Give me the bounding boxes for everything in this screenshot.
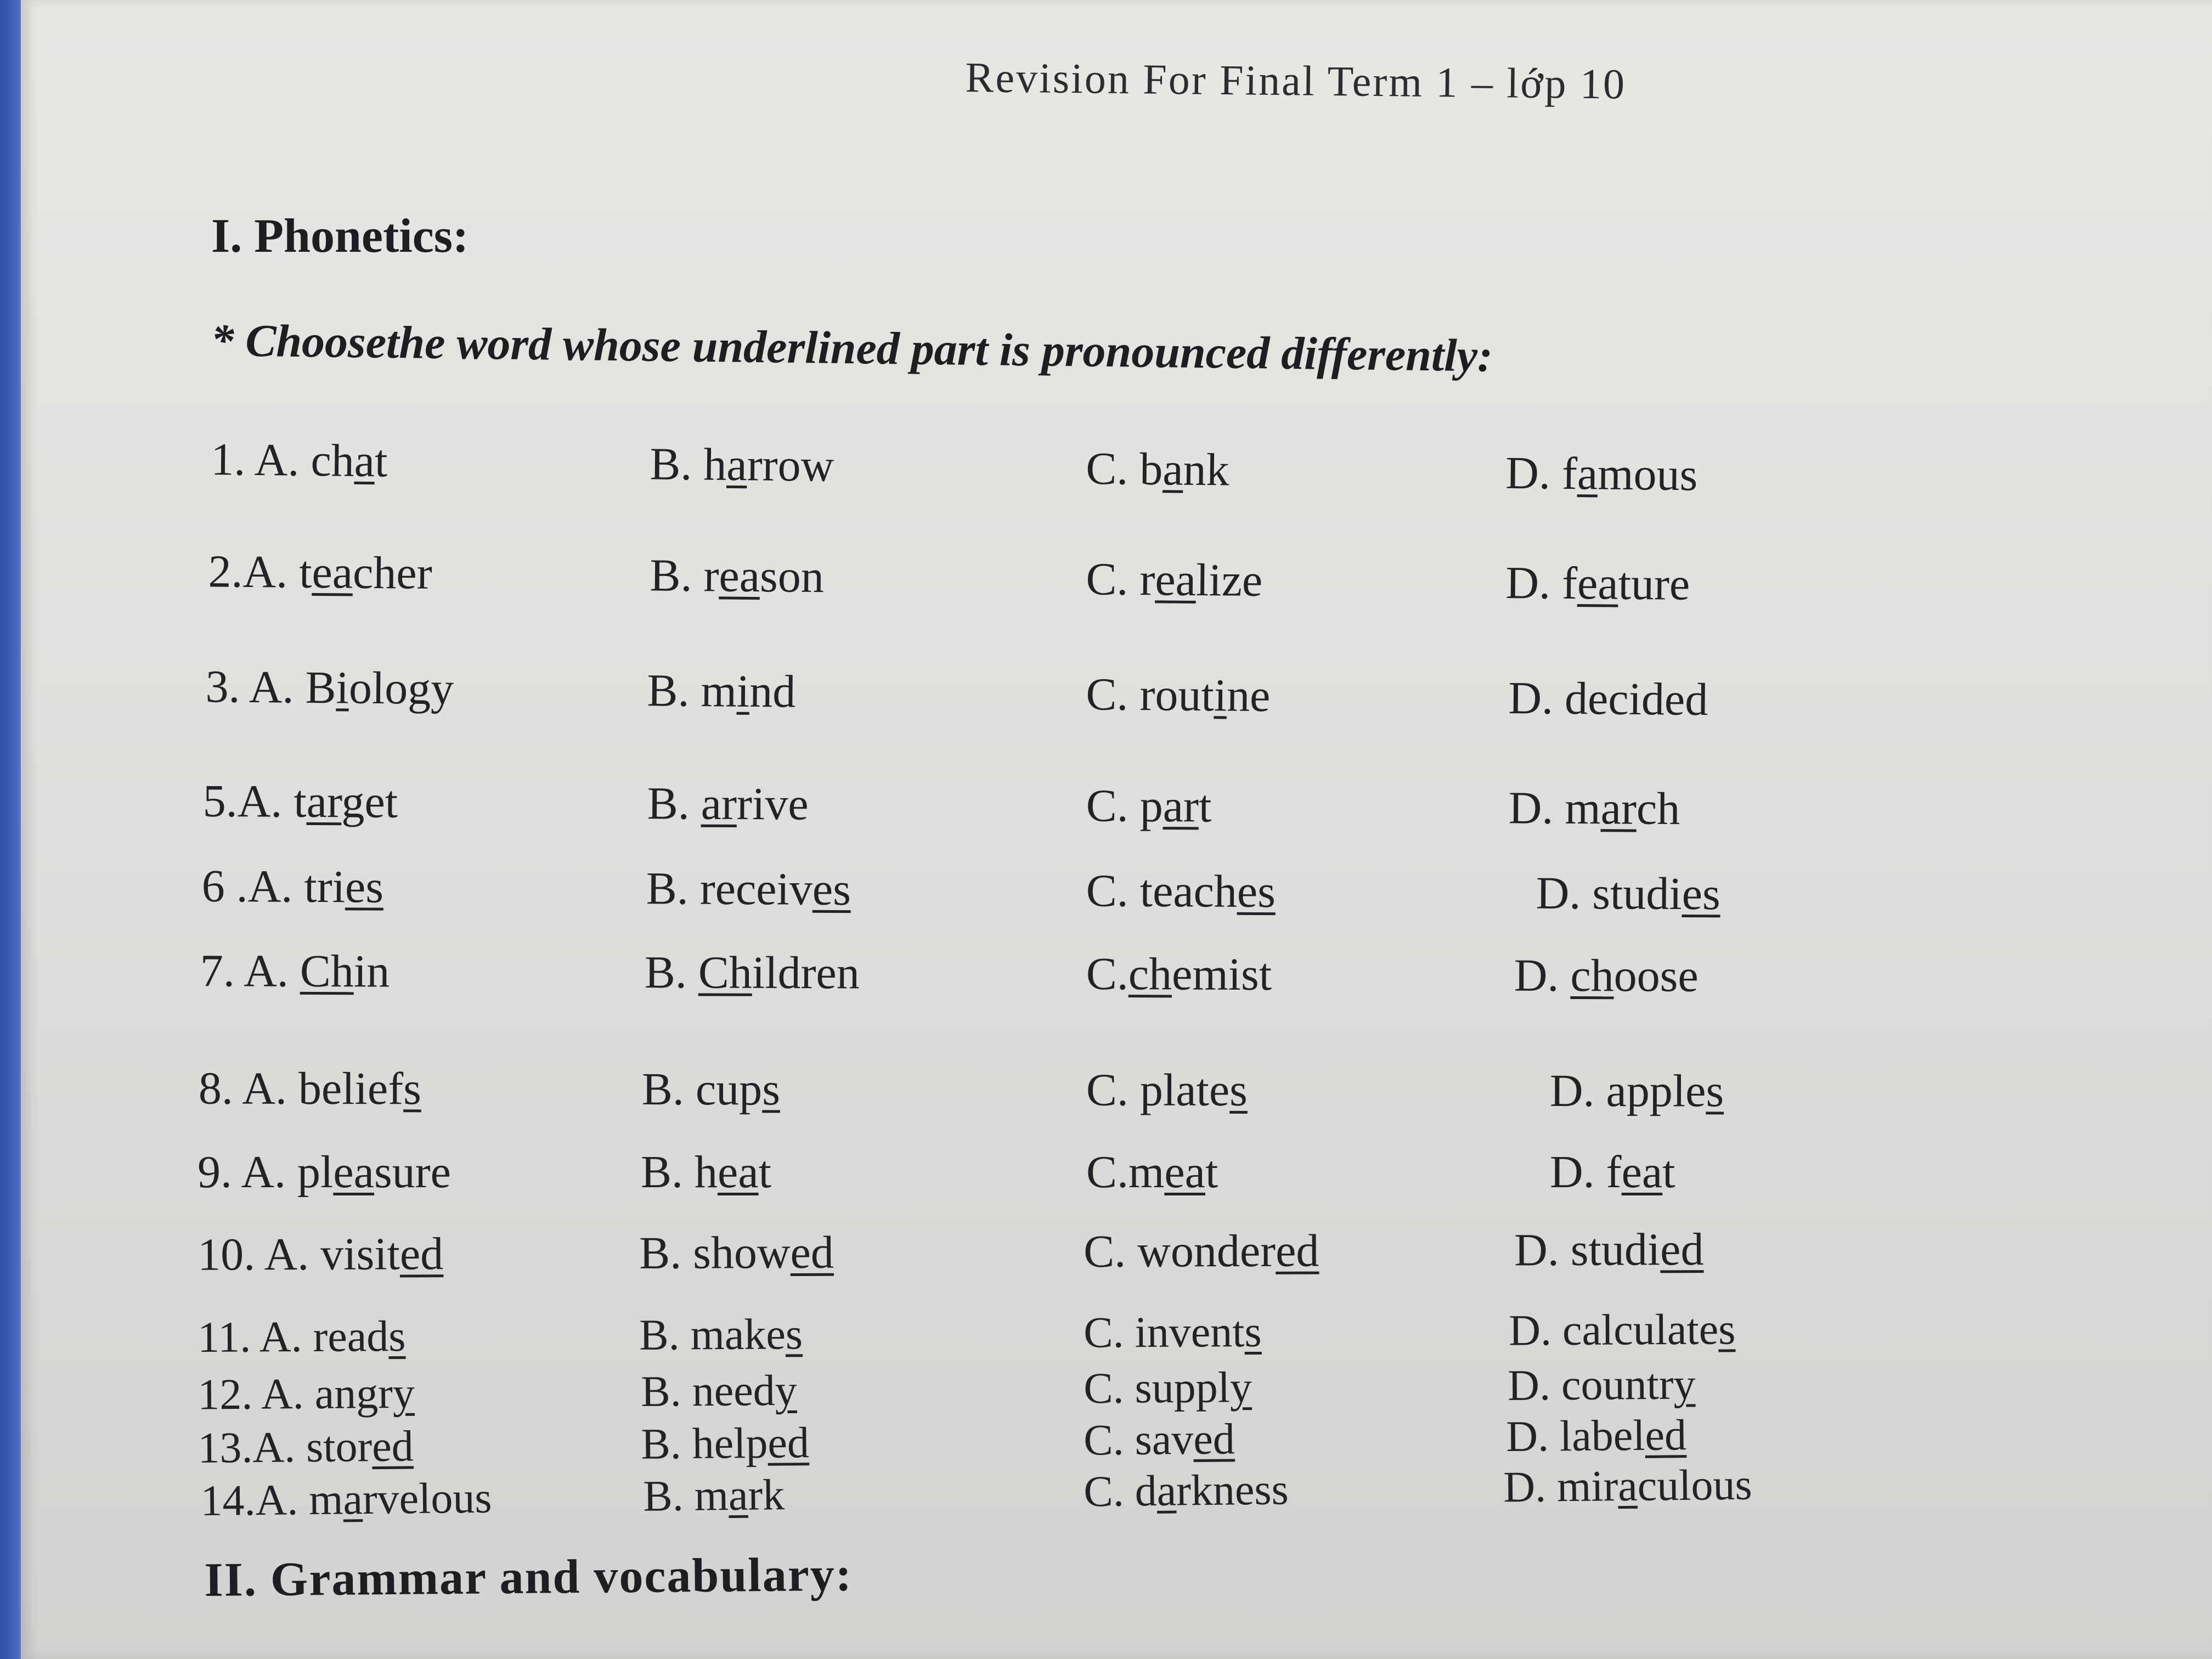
- answer-option-c: C. wondered: [1083, 1225, 1319, 1278]
- underlined-part: Ch: [300, 945, 354, 997]
- answer-option-b: B. Children: [644, 947, 860, 999]
- instruction-text: * Choosethe word whose underlined part is pronounced differently:: [210, 314, 1493, 382]
- underlined-part: s: [785, 1310, 803, 1359]
- answer-option-a: 13.A. stored: [197, 1422, 414, 1472]
- underlined-part: ed: [768, 1419, 810, 1468]
- answer-option-d: D. calculates: [1508, 1305, 1736, 1355]
- underlined-part: ed: [399, 1228, 444, 1280]
- underlined-part: a: [1617, 1462, 1638, 1511]
- answer-option-b: B. harrow: [649, 438, 834, 492]
- underlined-part: i: [336, 662, 349, 714]
- underlined-part: es: [345, 861, 384, 913]
- underlined-part: ed: [371, 1422, 414, 1471]
- answer-option-c: C.chemist: [1086, 948, 1272, 1001]
- answer-option-d: D. choose: [1514, 950, 1699, 1002]
- answer-option-c: C. saved: [1083, 1415, 1235, 1465]
- underlined-part: a: [728, 1471, 748, 1520]
- answer-option-a: 12. A. angry: [197, 1369, 415, 1419]
- answer-option-b: B. heat: [641, 1147, 771, 1198]
- question-row: [0, 859, 2212, 930]
- answer-option-c: C. plates: [1086, 1064, 1248, 1116]
- answer-option-b: B. cups: [641, 1064, 781, 1115]
- answer-option-d: D. decided: [1508, 672, 1708, 726]
- answer-option-c: C.meat: [1086, 1147, 1218, 1198]
- underlined-part: s: [403, 1063, 421, 1115]
- answer-option-a: 1. A. chat: [210, 434, 388, 487]
- underlined-part: ea: [1577, 558, 1619, 610]
- underlined-part: y: [392, 1369, 415, 1418]
- answer-option-c: C. supply: [1083, 1363, 1252, 1413]
- answer-option-d: D. apples: [1549, 1065, 1724, 1117]
- answer-option-d: D. country: [1507, 1360, 1696, 1410]
- answer-option-b: B. mark: [642, 1471, 785, 1521]
- underlined-part: s: [388, 1312, 406, 1361]
- question-row: [0, 1062, 2212, 1126]
- underlined-part: es: [1681, 868, 1720, 920]
- page-header: Revision For Final Term 1 – lớp 10: [965, 53, 1627, 108]
- answer-option-d: D. famous: [1505, 447, 1698, 501]
- answer-option-b: B. reason: [650, 550, 825, 603]
- underlined-part: s: [1718, 1305, 1736, 1354]
- answer-option-d: D. feat: [1550, 1147, 1675, 1198]
- underlined-part: s: [1706, 1065, 1724, 1117]
- section-title-phonetics: I. Phonetics:: [211, 210, 469, 263]
- underlined-part: a: [1577, 448, 1598, 500]
- underlined-part: i: [736, 665, 750, 717]
- section-title-grammar: II. Grammar and vocabulary:: [204, 1548, 853, 1607]
- underlined-part: s: [1244, 1307, 1262, 1357]
- answer-option-a: 8. A. beliefs: [198, 1063, 421, 1115]
- answer-option-d: D. labeled: [1505, 1411, 1687, 1462]
- underlined-part: ed: [1645, 1411, 1687, 1460]
- underlined-part: ed: [790, 1227, 834, 1278]
- underlined-part: a: [342, 1475, 363, 1524]
- answer-option-d: D. feature: [1505, 557, 1690, 610]
- answer-option-c: C. bank: [1085, 443, 1230, 496]
- answer-option-c: C. routine: [1086, 669, 1271, 722]
- underlined-part: y: [775, 1366, 797, 1415]
- answer-option-d: D. studied: [1514, 1224, 1704, 1276]
- answer-option-b: B. showed: [639, 1227, 834, 1279]
- answer-option-b: B. helped: [640, 1419, 810, 1469]
- answer-option-b: B. mind: [647, 665, 796, 718]
- underlined-part: ea: [312, 546, 353, 599]
- underlined-part: es: [1237, 866, 1276, 918]
- question-row: [0, 1146, 2212, 1206]
- underlined-part: a: [1156, 1466, 1177, 1515]
- underlined-part: ed: [1193, 1415, 1235, 1464]
- underlined-part: ea: [1164, 1147, 1205, 1198]
- underlined-part: y: [1673, 1360, 1696, 1409]
- answer-option-b: B. receives: [646, 863, 851, 916]
- question-row: [0, 774, 2212, 845]
- underlined-part: ar: [701, 778, 737, 830]
- answer-option-c: C. darkness: [1083, 1465, 1289, 1516]
- underlined-part: ch: [1570, 950, 1614, 1002]
- answer-option-d: D. miraculous: [1503, 1460, 1753, 1512]
- underlined-part: ed: [1275, 1225, 1319, 1277]
- underlined-part: es: [812, 864, 851, 916]
- answer-option-b: B. arrive: [647, 778, 809, 830]
- underlined-part: Ch: [698, 947, 753, 998]
- answer-option-b: B. makes: [639, 1310, 803, 1359]
- underlined-part: ea: [1155, 554, 1197, 606]
- underlined-part: y: [1229, 1363, 1252, 1412]
- underlined-part: a: [354, 435, 375, 487]
- answer-option-a: 2.A. teacher: [208, 546, 433, 599]
- underlined-part: ch: [1128, 949, 1172, 1000]
- answer-option-c: C. realize: [1086, 554, 1263, 607]
- answer-option-b: B. needy: [640, 1366, 797, 1416]
- underlined-part: ed: [1660, 1224, 1704, 1276]
- underlined-part: a: [726, 439, 748, 491]
- answer-option-d: D. march: [1508, 782, 1680, 835]
- answer-option-a: 11. A. reads: [198, 1312, 406, 1362]
- answer-option-c: C. teaches: [1086, 865, 1276, 918]
- underlined-part: i: [1214, 670, 1227, 721]
- underlined-part: a: [1162, 444, 1184, 495]
- underlined-part: ar: [306, 776, 342, 828]
- underlined-part: ea: [333, 1147, 374, 1198]
- answer-option-a: 7. A. Chin: [200, 945, 390, 997]
- underlined-part: ar: [1600, 783, 1637, 834]
- answer-option-a: 14.A. marvelous: [200, 1474, 492, 1526]
- answer-option-a: 6 .A. tries: [201, 860, 384, 913]
- underlined-part: s: [1229, 1064, 1248, 1116]
- question-row: [0, 1221, 2212, 1289]
- underlined-part: ea: [719, 550, 760, 602]
- answer-option-d: D. studies: [1536, 867, 1720, 920]
- answer-option-a: 10. A. visited: [198, 1228, 444, 1280]
- underlined-part: s: [762, 1064, 781, 1115]
- underlined-part: ea: [718, 1147, 759, 1198]
- underlined-part: ea: [1621, 1147, 1663, 1198]
- answer-option-a: 3. A. Biology: [205, 661, 454, 715]
- underlined-part: ar: [1163, 781, 1199, 832]
- answer-option-c: C. part: [1086, 780, 1212, 832]
- question-row: [0, 944, 2212, 1012]
- answer-option-a: 5.A. target: [202, 775, 398, 828]
- answer-option-c: C. invents: [1083, 1307, 1262, 1357]
- answer-option-a: 9. A. pleasure: [198, 1147, 451, 1198]
